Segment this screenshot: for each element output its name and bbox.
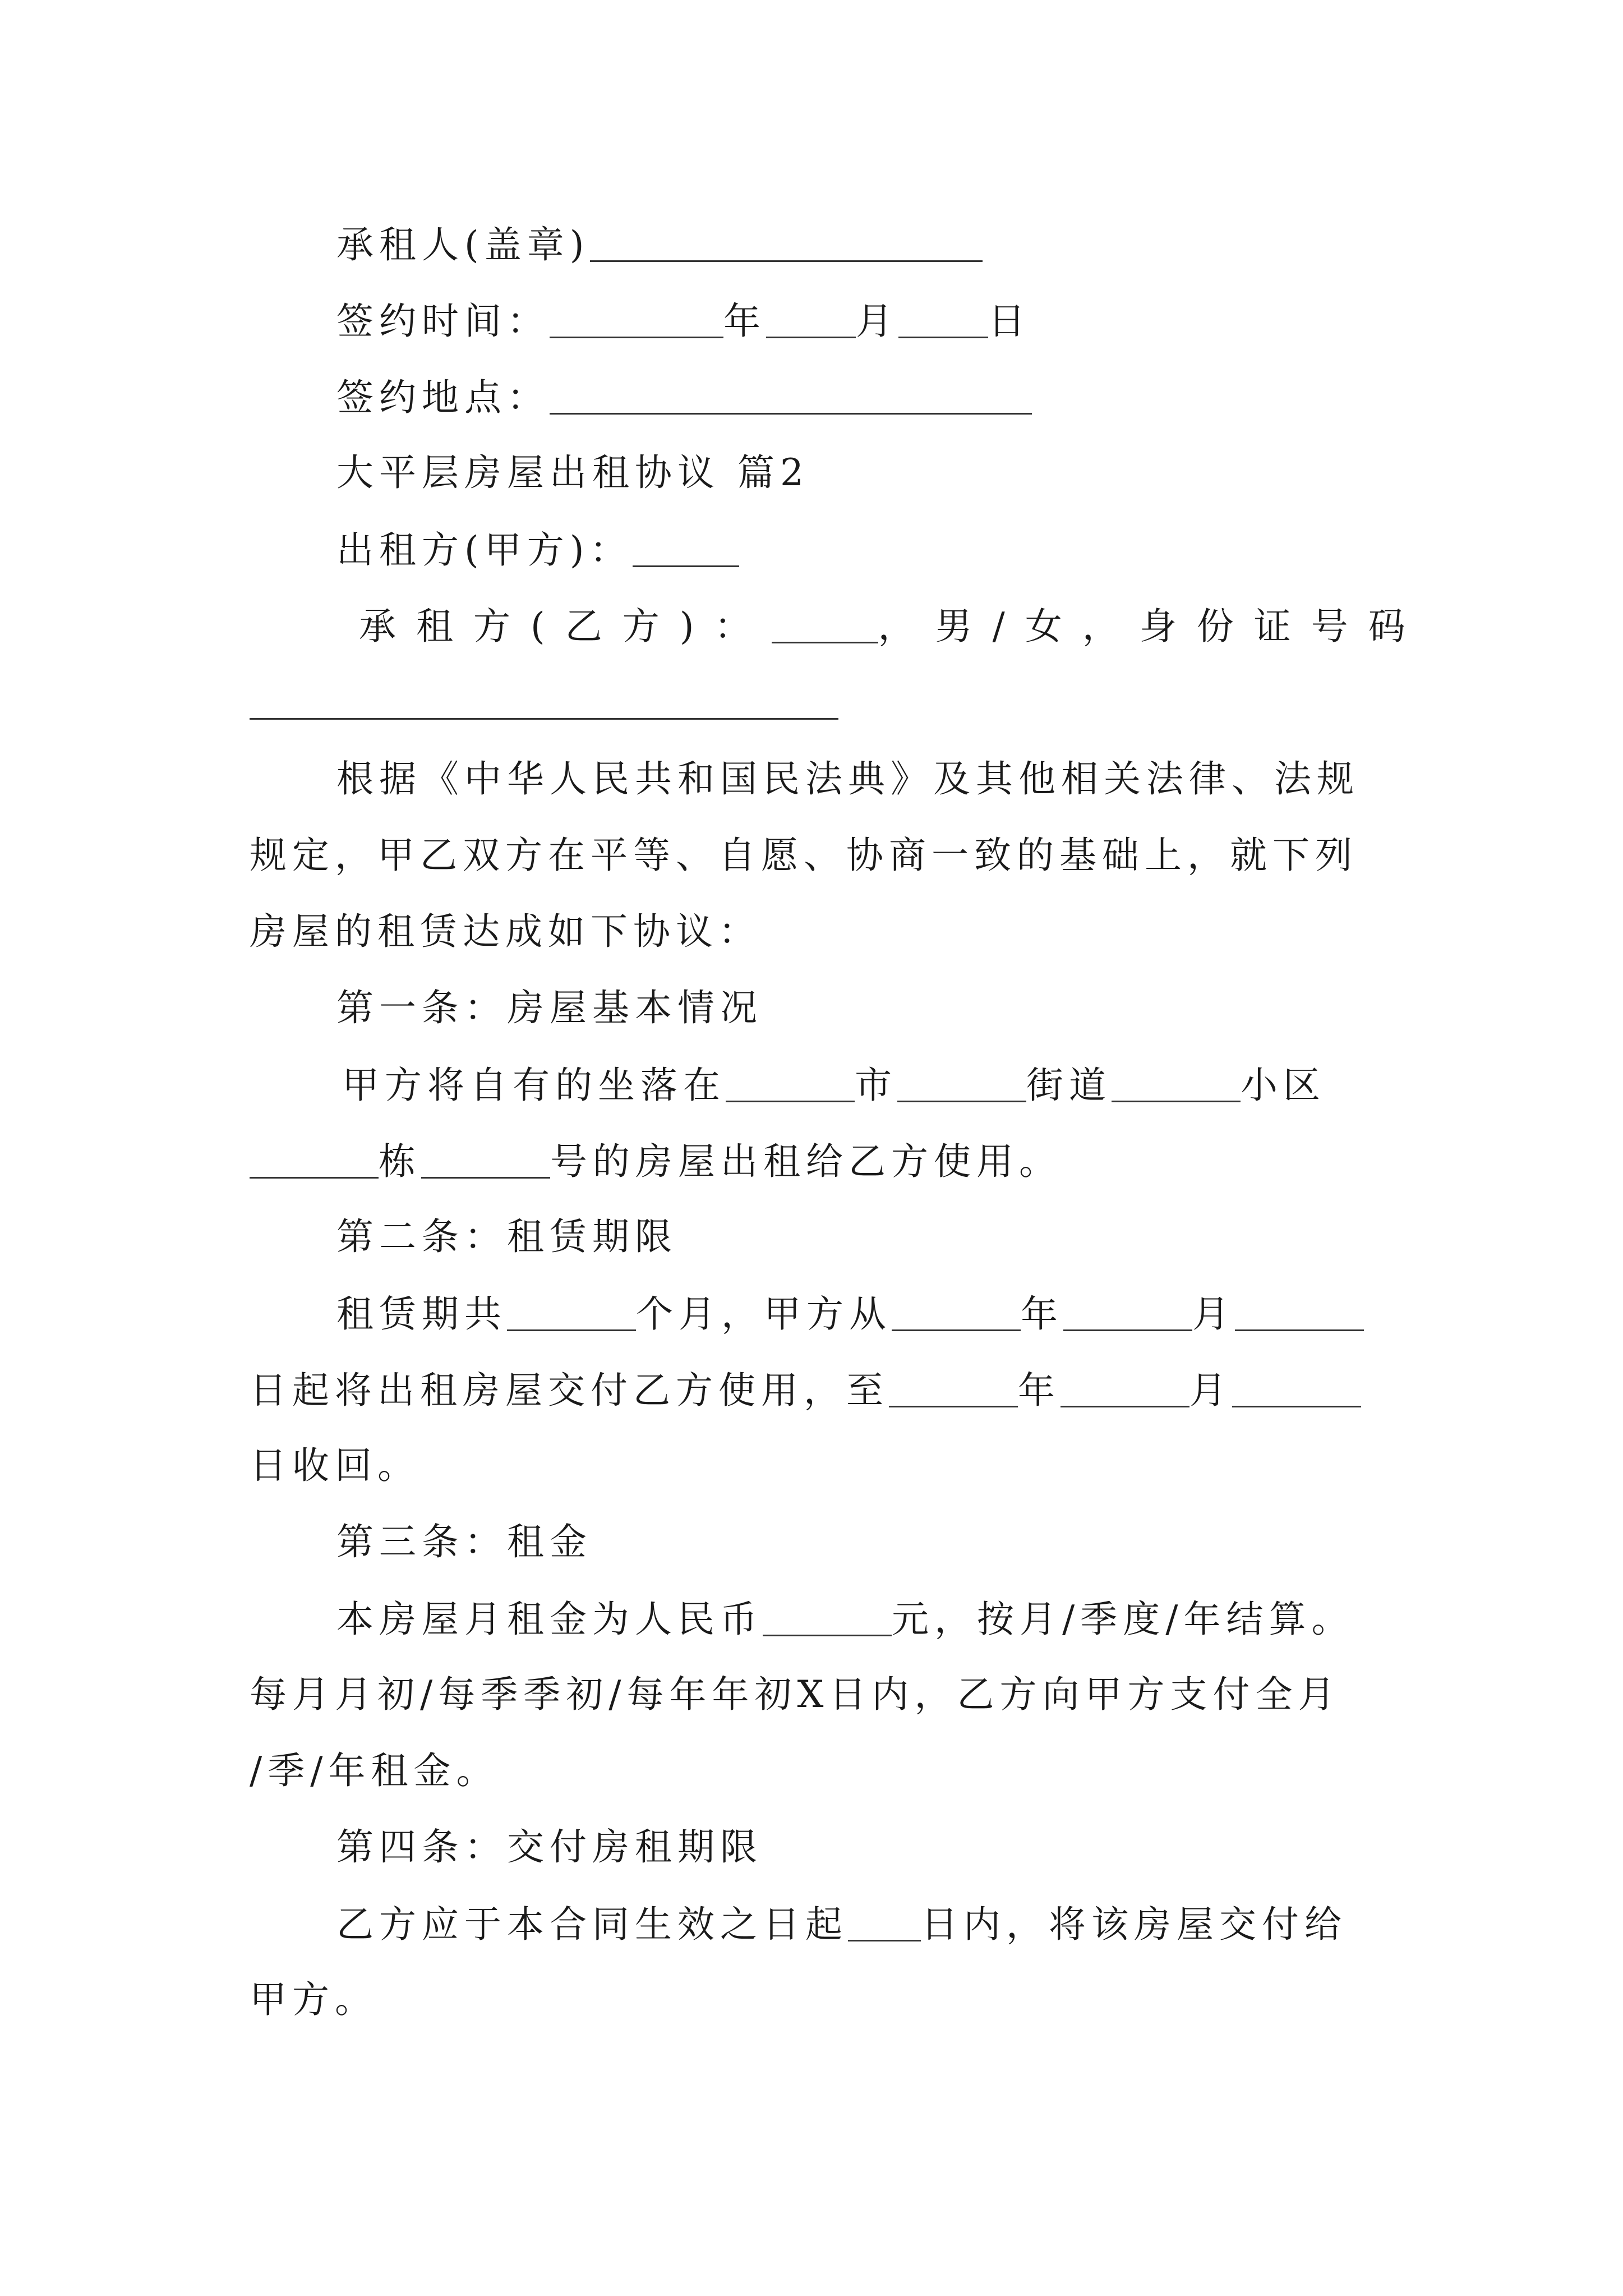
- article-2-text-a: 租赁期共: [336, 1292, 507, 1336]
- lessee-label: 承租方(乙方)：: [359, 605, 772, 648]
- lessee-line: [359, 605, 1426, 648]
- article-3-line-2: 每月月初/每季季初/每年年初X日内，乙方向甲方支付全月: [250, 1673, 1341, 1716]
- intro-line-2: 规定，甲乙双方在平等、自愿、协商一致的基础上，就下列: [250, 834, 1358, 877]
- section-title: 大平层房屋出租协议 篇2: [336, 451, 809, 494]
- article-3-line-3: /季/年租金。: [250, 1749, 499, 1792]
- article-3-text-a: 本房屋月租金为人民币: [336, 1598, 763, 1641]
- city-blank: [726, 1066, 855, 1102]
- sign-year-label: 年: [723, 300, 766, 343]
- article-3-text-b: 元，按月/季度/年结算。: [892, 1598, 1354, 1641]
- unit-number-blank: [421, 1142, 550, 1179]
- article-2-line-3: 日收回。: [250, 1444, 420, 1487]
- article-1-text-rest: 号的房屋出租给乙方使用。: [550, 1140, 1062, 1183]
- sign-day-label: 日: [988, 300, 1031, 343]
- article-1-text-a: 甲方将自有的坐落在: [342, 1064, 726, 1107]
- term-months-blank: [507, 1295, 636, 1331]
- lessor-blank: [633, 531, 739, 567]
- article-2-title: 第二条：租赁期限: [336, 1215, 677, 1258]
- sign-month-blank: [766, 302, 856, 338]
- article-1-text-community: 小区: [1241, 1064, 1326, 1107]
- start-year-blank: [892, 1295, 1021, 1331]
- article-2-text-year: 年: [1021, 1292, 1063, 1336]
- article-1-text-city: 市: [855, 1064, 897, 1107]
- community-blank: [1112, 1066, 1241, 1102]
- start-day-blank: [1235, 1295, 1364, 1331]
- end-month-blank: [1061, 1371, 1189, 1407]
- article-2-text-end-year: 年: [1018, 1369, 1061, 1412]
- street-blank: [897, 1066, 1026, 1102]
- article-1-line-2: [250, 1140, 1062, 1183]
- article-3-title: 第三条：租金: [336, 1520, 592, 1563]
- sign-month-label: 月: [856, 300, 898, 343]
- article-1-line-1: [342, 1064, 1326, 1107]
- intro-line-1: 根据《中华人民共和国民法典》及其他相关法律、法规: [336, 757, 1359, 800]
- lessee-id-blank: [250, 718, 838, 720]
- lessee-name-blank: [772, 607, 878, 643]
- sign-year-blank: [550, 302, 723, 338]
- sign-place-blank: [550, 378, 1032, 415]
- sign-day-blank: [898, 302, 988, 338]
- article-2-text-end-month: 月: [1189, 1369, 1232, 1412]
- article-2-text-month: 月: [1192, 1292, 1235, 1336]
- lessee-seal-line: [336, 223, 983, 266]
- sign-place-line: [336, 376, 1032, 419]
- article-2-line-1: [336, 1292, 1364, 1336]
- lessor-line: [336, 528, 739, 572]
- article-4-text-a: 乙方应于本合同生效之日起: [336, 1903, 848, 1946]
- lessee-seal-blank: [590, 226, 983, 262]
- article-2-text-b: 个月，甲方从: [636, 1292, 892, 1336]
- intro-line-3: 房屋的租赁达成如下协议：: [250, 910, 761, 953]
- article-2-text-c: 日起将出租房屋交付乙方使用，至: [250, 1369, 889, 1412]
- article-4-text-b: 日内，将该房屋交付给: [921, 1903, 1347, 1946]
- handover-days-blank: [848, 1905, 921, 1941]
- lessor-label: 出租方(甲方)：: [336, 528, 633, 572]
- article-4-line-2: 甲方。: [250, 1978, 377, 2021]
- start-month-blank: [1063, 1295, 1192, 1331]
- end-year-blank: [889, 1371, 1018, 1407]
- rent-amount-blank: [763, 1600, 892, 1636]
- article-3-line-1: [336, 1598, 1354, 1641]
- end-day-blank: [1232, 1371, 1361, 1407]
- sign-place-label: 签约地点：: [336, 376, 550, 419]
- article-1-text-street: 街道: [1026, 1064, 1112, 1107]
- lessee-seal-label: 承租人(盖章): [336, 223, 590, 266]
- sign-date-label: 签约时间：: [336, 300, 550, 343]
- article-2-line-2: [250, 1369, 1361, 1412]
- article-4-line-1: [336, 1903, 1347, 1946]
- article-1-title: 第一条：房屋基本情况: [336, 986, 763, 1029]
- article-4-title: 第四条：交付房租期限: [336, 1825, 763, 1869]
- article-1-text-building: 栋: [379, 1140, 421, 1183]
- sign-date-line: [336, 300, 1031, 343]
- lessee-gender-id-label: ，男/女，身份证号码: [878, 605, 1426, 648]
- building-blank: [250, 1142, 379, 1179]
